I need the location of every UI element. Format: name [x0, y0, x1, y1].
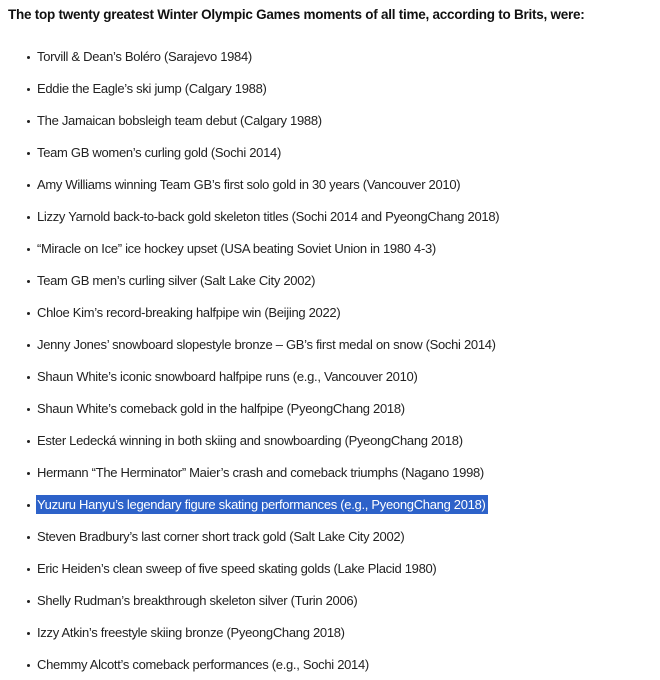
list-item-text: Lizzy Yarnold back-to-back gold skeleton titles (Sochi 2014 and PyeongChang 2018)	[37, 209, 500, 224]
list-item-text: Ester Ledecká winning in both skiing and snowboarding (PyeongChang 2018)	[37, 433, 463, 448]
list-item	[27, 113, 652, 129]
moments-list	[8, 49, 652, 673]
list-item-text: Hermann “The Herminator” Maier’s crash and comeback triumphs (Nagano 1998)	[37, 465, 484, 480]
list-item	[27, 337, 652, 353]
list-item	[27, 145, 652, 161]
list-item-text: Eric Heiden’s clean sweep of five speed skating golds (Lake Placid 1980)	[37, 561, 437, 576]
list-item	[27, 657, 652, 673]
list-item	[27, 625, 652, 641]
list-item	[27, 273, 652, 289]
list-item	[27, 209, 652, 225]
list-item-text: “Miracle on Ice” ice hockey upset (USA beating Soviet Union in 1980 4-3)	[37, 241, 436, 256]
list-item	[27, 401, 652, 417]
list-item	[27, 529, 652, 545]
list-item-text: Team GB men’s curling silver (Salt Lake City 2002)	[37, 273, 316, 288]
list-item-text: Team GB women’s curling gold (Sochi 2014)	[37, 145, 281, 160]
list-item-text: Steven Bradbury’s last corner short track gold (Salt Lake City 2002)	[37, 529, 405, 544]
list-item	[27, 305, 652, 321]
list-item	[27, 177, 652, 193]
list-item	[27, 369, 652, 385]
list-item-text: Shaun White’s comeback gold in the halfpipe (PyeongChang 2018)	[37, 401, 405, 416]
list-item	[27, 241, 652, 257]
list-item-text: Eddie the Eagle’s ski jump (Calgary 1988)	[37, 81, 267, 96]
list-item-text: Jenny Jones’ snowboard slopestyle bronze – GB’s first medal on snow (Sochi 2014)	[37, 337, 496, 352]
list-item	[27, 465, 652, 481]
list-item	[27, 81, 652, 97]
list-item-text: Chemmy Alcott’s comeback performances (e.g., Sochi 2014)	[37, 657, 369, 672]
list-item-text: Chloe Kim’s record-breaking halfpipe win (Beijing 2022)	[37, 305, 341, 320]
list-item-text: The Jamaican bobsleigh team debut (Calgary 1988)	[37, 113, 322, 128]
list-item-text-selected: Yuzuru Hanyu’s legendary figure skating performances (e.g., PyeongChang 2018)	[37, 497, 486, 512]
list-item	[27, 433, 652, 449]
list-item	[27, 561, 652, 577]
list-item	[27, 49, 652, 65]
list-item-text: Shaun White’s iconic snowboard halfpipe runs (e.g., Vancouver 2010)	[37, 369, 418, 384]
list-item	[27, 497, 652, 513]
list-item-text: Amy Williams winning Team GB’s first solo gold in 30 years (Vancouver 2010)	[37, 177, 461, 192]
list-item-text: Izzy Atkin’s freestyle skiing bronze (PyeongChang 2018)	[37, 625, 345, 640]
list-item-text: Torvill & Dean’s Boléro (Sarajevo 1984)	[37, 49, 252, 64]
list-item	[27, 593, 652, 609]
list-item-text: Shelly Rudman’s breakthrough skeleton silver (Turin 2006)	[37, 593, 358, 608]
page-title: The top twenty greatest Winter Olympic Games moments of all time, according to Brits, were:	[8, 7, 585, 22]
